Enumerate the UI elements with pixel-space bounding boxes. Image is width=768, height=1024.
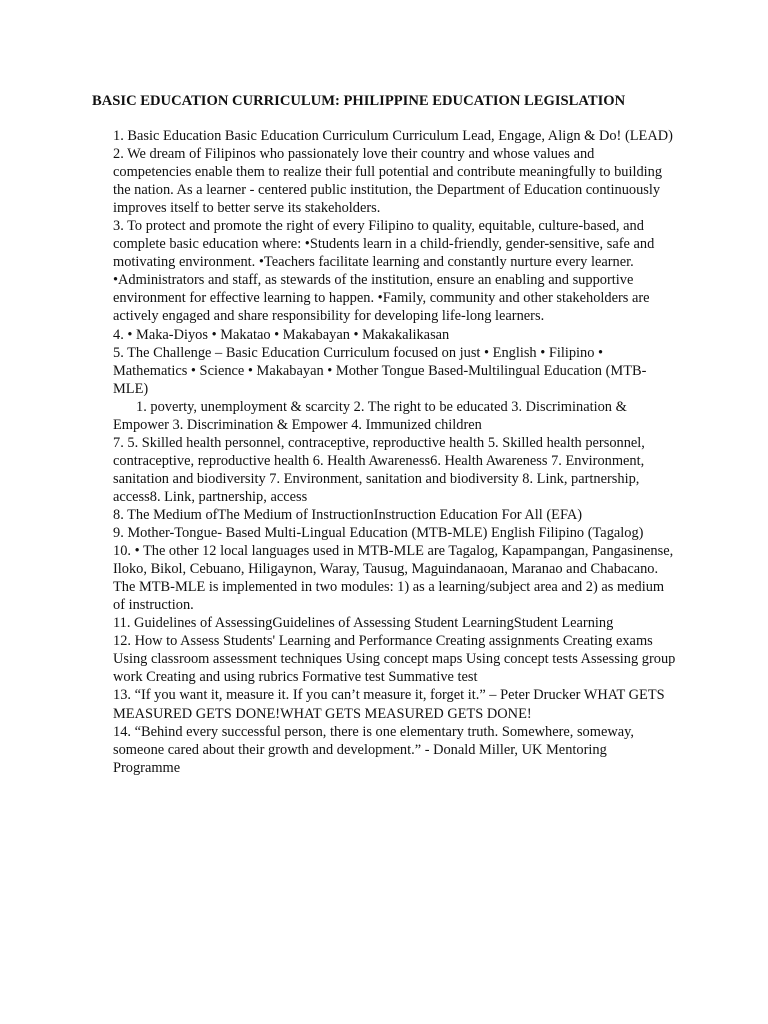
paragraph-6: 1. poverty, unemployment & scarcity 2. The right to be educated 3. Discrimination & Empower 3. Discrimination & Empower 4. Immunized children: [113, 398, 627, 433]
paragraph-4: 4. • Maka-Diyos • Makatao • Makabayan • Makakalikasan: [113, 326, 450, 343]
document-body: [113, 127, 676, 777]
paragraph-8: 8. The Medium ofThe Medium of InstructionInstruction Education For All (EFA): [113, 506, 583, 523]
paragraph-3: 3. To protect and promote the right of every Filipino to quality, equitable, culture-based, and complete basic education where: •Students learn in a child-friendly, gender-sensitive, safe and motivating environment. •Teachers facilitate learning and constantly nurture every learner. •Administrators and staff, as stewards of the institution, ensure an enabling and supportive environment for effective learning to happen. •Family, community and other stakeholders are actively engaged and share responsibility for developing life-long learners.: [113, 218, 655, 325]
paragraph-10: 10. • The other 12 local languages used in MTB-MLE are Tagalog, Kapampangan, Pangasinense, Iloko, Bikol, Cebuano, Hiligaynon, Waray, Tausug, Maguindanaoan, Maranao and Chabacano. The MTB-MLE is implemented in two modules: 1) as a learning/subject area and 2) as medium of instruction.: [113, 543, 674, 614]
paragraph-2: 2. We dream of Filipinos who passionately love their country and whose values and competencies enable them to realize their full potential and contribute meaningfully to building the nation. As a learner - centered public institution, the Department of Education continuously improves itself to better serve its stakeholders.: [113, 146, 663, 217]
paragraph-14: 14. “Behind every successful person, there is one elementary truth. Somewhere, someway, someone cared about their growth and development.” - Donald Miller, UK Mentoring Programme: [113, 723, 634, 776]
document-title: BASIC EDUCATION CURRICULUM: PHILIPPINE EDUCATION LEGISLATION: [92, 93, 626, 109]
paragraph-5: 5. The Challenge – Basic Education Curriculum focused on just • English • Filipino • Mathematics • Science • Makabayan • Mother Tongue Based-Multilingual Education (MTB-MLE): [113, 344, 647, 397]
paragraph-7: 7. 5. Skilled health personnel, contraceptive, reproductive health 5. Skilled health personnel, contraceptive, reproductive health 6. Health Awareness6. Health Awareness 7. Environment, sanitation and biodiversity 7. Environment, sanitation and biodiversity 8. Link, partnership, access8. Link, partnership, access: [113, 434, 645, 505]
paragraph-13: 13. “If you want it, measure it. If you can’t measure it, forget it.” – Peter Drucker WHAT GETS MEASURED GETS DONE!WHAT GETS MEASURED GETS DONE!: [113, 687, 665, 722]
paragraph-12: 12. How to Assess Students' Learning and Performance Creating assignments Creating exams Using classroom assessment techniques Using concept maps Using concept tests Assessing group work Creating and using rubrics Formative test Summative test: [113, 633, 676, 686]
paragraph-1: 1. Basic Education Basic Education Curriculum Curriculum Lead, Engage, Align & Do! (LEAD): [113, 128, 673, 144]
paragraph-9: 9. Mother-Tongue- Based Multi-Lingual Education (MTB-MLE) English Filipino (Tagalog): [113, 525, 644, 542]
paragraph-11: 11. Guidelines of AssessingGuidelines of Assessing Student LearningStudent Learning: [113, 615, 614, 632]
